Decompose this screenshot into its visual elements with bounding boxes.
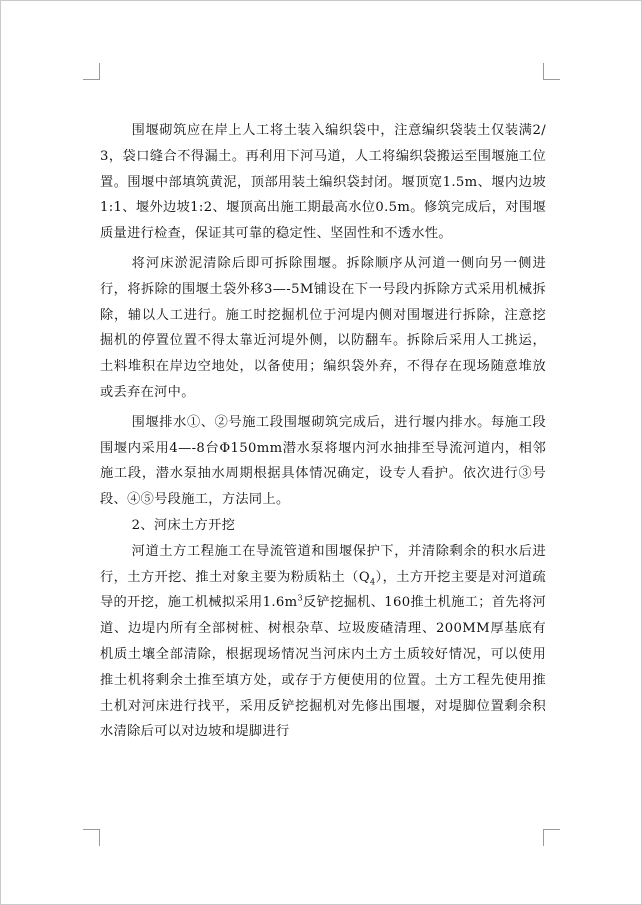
text-run: 围堰砌筑应在岸上人工将土装入编织袋中，注意编织袋装土仅装满2/3，袋口缝合不得漏土。再利用下河马道，人工将编织袋搬运至围堰施工位置。围堰中部填筑黄泥，顶部用装土编织袋封闭。堰顶宽1.5m、堰内边坡1:1、堰外边坡1:2、堰顶高出施工期最高水位0.5m。修筑完成后，对围堰质量进行检查，保证其可靠的稳定性、坚固性和不透水性。 xyxy=(100,123,546,242)
superscript: 3 xyxy=(297,593,303,603)
crop-mark-top-right xyxy=(543,63,560,80)
paragraph xyxy=(100,118,546,247)
document-body xyxy=(100,118,546,745)
paragraph xyxy=(100,539,546,745)
paragraph xyxy=(100,410,546,513)
text-run: 河道土方工程施工在导流管道和围堰保护下，并清除剩余的积水后进行，土方开挖、推土对象主要为粉质粘土（Q xyxy=(100,543,546,585)
crop-mark-bottom-left xyxy=(83,829,100,846)
text-run: 反铲挖掘机、160推土机施工；首先将河道、边堤内所有全部树桩、树根杂草、垃圾废碴清理、200MM厚基底有机质土壤全部清除，根据现场情况当河床内土方土质较好情况，可以使用推土机将剩余土推至填方处，或存于方便使用的位置。土方工程先使用推土机对河床进行找平，采用反铲挖掘机对先修出围堰，对堤脚位置剩余积水清除后可以对边坡和堤脚进行 xyxy=(100,595,547,740)
text-run: ），土方开挖主要是对河道疏导的开挖，施工机械拟采用1.6m xyxy=(100,569,547,611)
subscript: 4 xyxy=(370,577,376,587)
crop-mark-top-left xyxy=(83,63,100,80)
crop-mark-bottom-right xyxy=(543,829,560,846)
paragraph xyxy=(100,251,546,406)
section-heading xyxy=(100,513,546,539)
text-run: 2、河床土方开挖 xyxy=(131,517,236,533)
text-run: 围堰排水①、②号施工段围堰砌筑完成后，进行堰内排水。每施工段围堰内采用4—-8台Φ150mm潜水泵将堰内河水抽排至导流河道内，相邻施工段，潜水泵抽水周期根据具体情况确定，设专人看护。依次进行③号段、④⑤号段施工，方法同上。 xyxy=(100,414,546,508)
text-run: 将河床淤泥清除后即可拆除围堰。拆除顺序从河道一侧向另一侧进行，将拆除的围堰土袋外移3—-5M铺设在下一号段内拆除方式采用机械拆除，辅以人工进行。施工时挖掘机位于河堤内侧对围堰进行拆除，注意挖掘机的停置位置不得太靠近河堤外侧，以防翻车。拆除后采用人工挑运，土料堆积在岸边空地处，以备使用；编织袋外弃，不得存在现场随意堆放或丢弃在河中。 xyxy=(100,255,546,400)
